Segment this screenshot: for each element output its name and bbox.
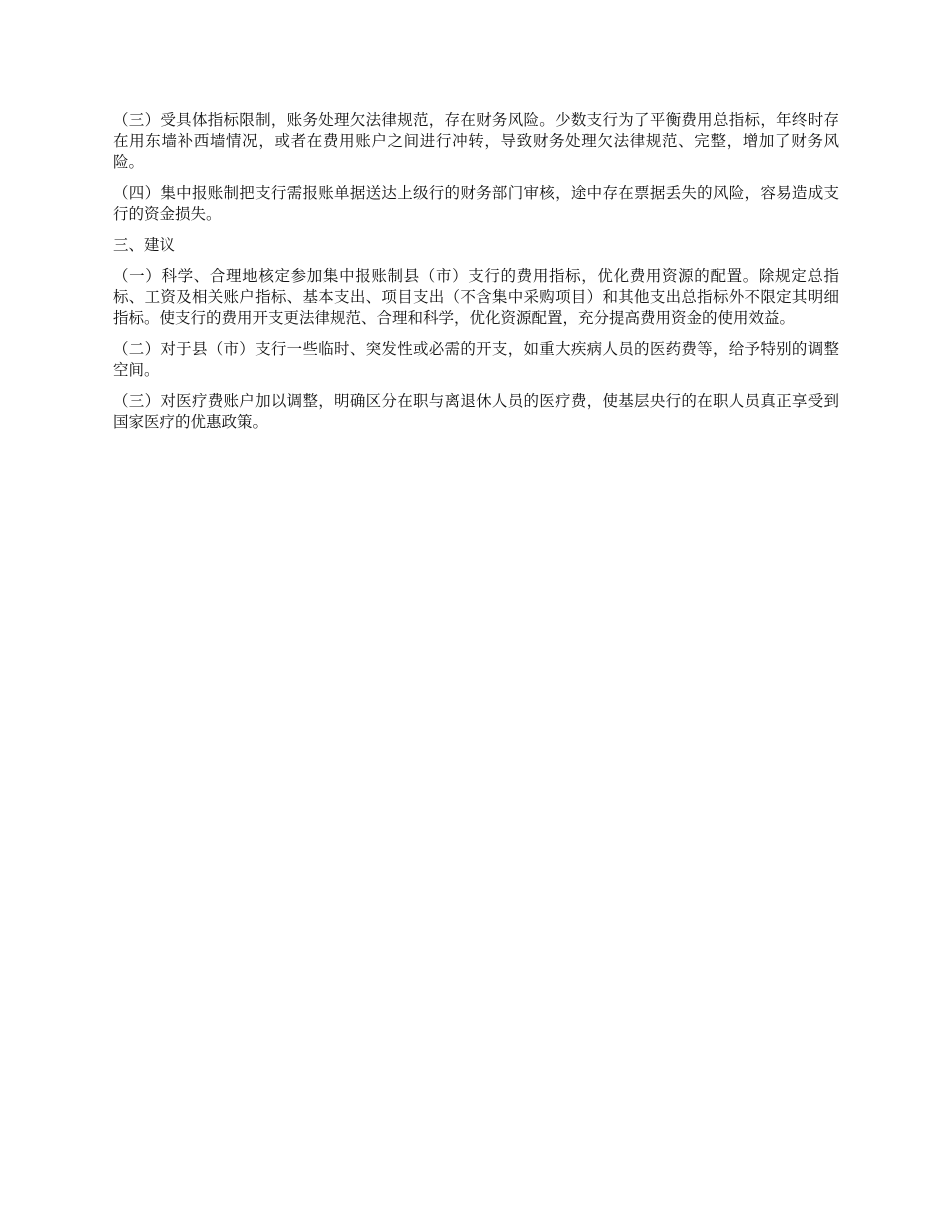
paragraph-suggestion-1: （一）科学、合理地核定参加集中报账制县（市）支行的费用指标，优化费用资源的配置。除规定总指标、工资及相关账户指标、基本支出、项目支出（不含集中采购项目）和其他支出总指标外不限定其明细指标。使支行的费用开支更法律规范、合理和科学，优化资源配置，充分提高费用资金的使用效益。 — [113, 267, 839, 327]
paragraph-suggestion-3: （三）对医疗费账户加以调整，明确区分在职与离退休人员的医疗费，使基层央行的在职人员真正享受到国家医疗的优惠政策。 — [113, 392, 839, 431]
paragraph-risk-document-loss: （四）集中报账制把支行需报账单据送达上级行的财务部门审核，途中存在票据丢失的风险，容易造成支行的资金损失。 — [113, 184, 839, 223]
paragraph-suggestion-2: （二）对于县（市）支行一些临时、突发性或必需的开支，如重大疾病人员的医药费等，给予特别的调整空间。 — [113, 340, 839, 379]
section-heading-suggestions: 三、建议 — [113, 236, 176, 254]
paragraph-risk-accounting: （三）受具体指标限制，账务处理欠法律规范，存在财务风险。少数支行为了平衡费用总指标，年终时存在用东墙补西墙情况，或者在费用账户之间进行冲转，导致财务处理欠法律规范、完整，增加了财务风险。 — [113, 111, 839, 171]
document-body — [113, 110, 839, 443]
